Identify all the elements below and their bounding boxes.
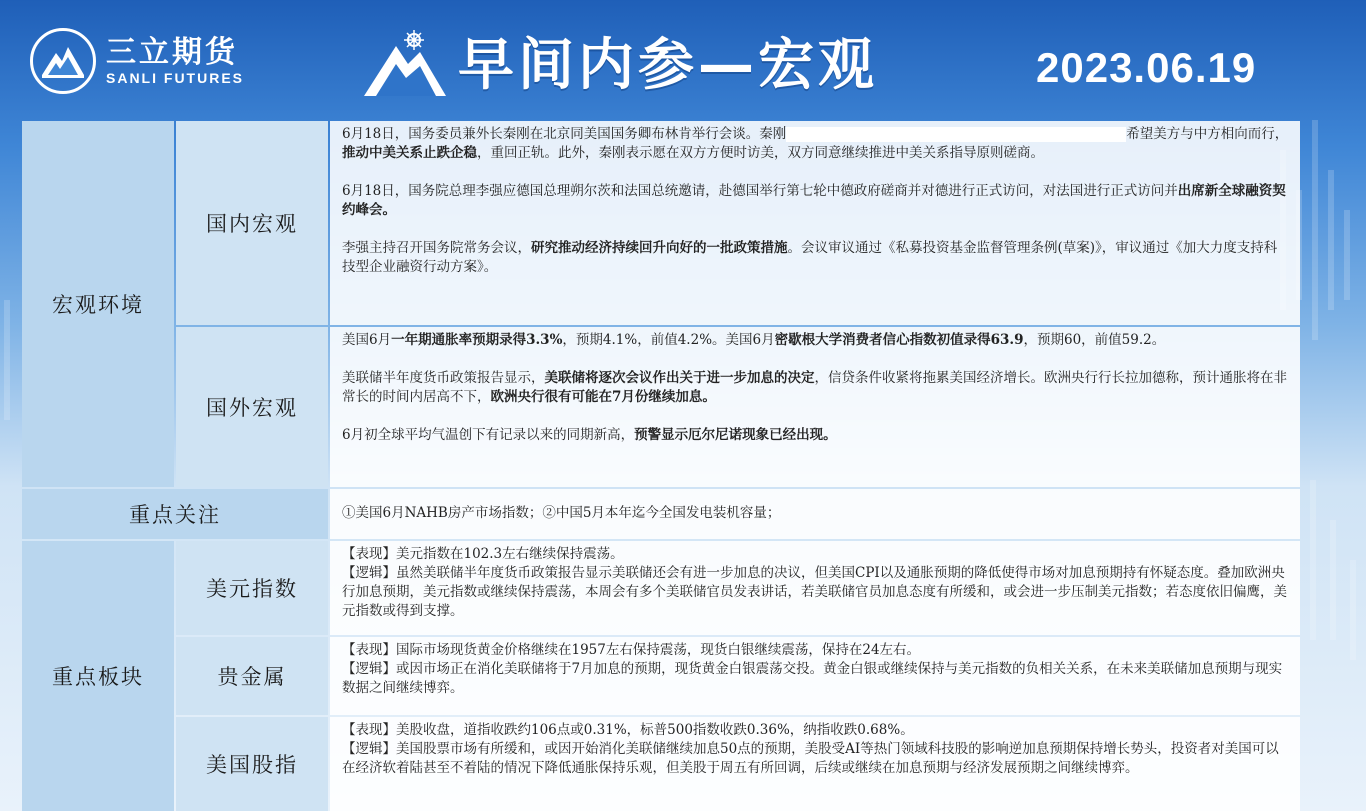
usd-index-content: 【表现】美元指数在102.3左右继续保持震荡。 【逻辑】虽然美联储半年度货币政策报告显示美联储还会有进一步加息的决议，但美国CPI以及通胀预期的降低使得市场对加息预期持有怀疑态度。叠加欧洲央行加息预期，美元指数或继续保持震荡，本周会有多个美联储官员发表讲话，若美联储官员加息态度有所缓和，或会进一步压制美元指数；若态度依旧偏鹰，美元指数或得到支撑。 [330, 541, 1300, 635]
us-stock-index-content: 【表现】美股收盘，道指收跌约106点或0.31%，标普500指数收跌0.36%，纳指收跌0.68%。 【逻辑】美国股票市场有所缓和，或因开始消化美联储继续加息50点的预期，美股受AI等热门领域科技股的影响逆加息预期保持增长势头，投资者对美国可以在经济软着陆甚至不着陆的情况下降低通胀保持乐观，但美股于周五有所回调，后续或继续在加息预期与经济发展预期之间继续博弈。 [330, 717, 1300, 811]
row-label-foreign: 国外宏观 [176, 327, 328, 487]
brand-logo [30, 28, 244, 94]
brand-name-cn: 三立期货 [106, 35, 238, 70]
section-label-sectors: 重点板块 [22, 541, 174, 811]
section-label-macro-env: 宏观环境 [22, 121, 174, 487]
row-label-domestic: 国内宏观 [176, 121, 328, 325]
report-table [22, 121, 1300, 811]
foreign-macro-content: 美国6月一年期通胀率预期录得3.3%，预期4.1%，前值4.2%。美国6月密歇根大学消费者信心指数初值录得63.9，预期60，前值59.2。 美联储半年度货币政策报告显示，美联储将逐次会议作出关于进一步加息的决定，信贷条件收紧将拖累美国经济增长。欧洲央行行长拉加德称，预计通胀将在非常长的时间内居高不下，欧洲央行很有可能在7月份继续加息。 6月初全球平均气温创下有记录以来的同期新高，预警显示厄尔尼诺现象已经出现。 [330, 327, 1300, 487]
brand-name-en: SANLI FUTURES [106, 70, 244, 86]
header [0, 0, 1366, 118]
row-label-usd-index: 美元指数 [176, 541, 328, 635]
page-title: 早间内参—宏观 [458, 33, 878, 98]
mountain-logo-icon [30, 28, 96, 94]
redacted-block [786, 127, 1126, 142]
mountain-snow-icon [362, 30, 448, 104]
domestic-macro-content: 6月18日，国务委员兼外长秦刚在北京同美国国务卿布林肯举行会谈。秦刚 希望美方与中方相向而行，推动中美关系止跌企稳，重回正轨。此外，秦刚表示愿在双方方便时访美，双方同意继续推进中美关系指导原则磋商。 6月18日，国务院总理李强应德国总理朔尔茨和法国总统邀请，赴德国举行第七轮中德政府磋商并对德进行正式访问，对法国进行正式访问并出席新全球融资契约峰会。 李强主持召开国务院常务会议，研究推动经济持续回升向好的一批政策措施。会议审议通过《私募投资基金监督管理条例(草案)》，审议通过《加大力度支持科技型企业融资行动方案》。 [330, 121, 1300, 325]
section-label-focus: 重点关注 [22, 489, 328, 539]
focus-content: ①美国6月NAHB房产市场指数；②中国5月本年迄今全国发电装机容量； [330, 489, 1300, 539]
row-label-us-stock-index: 美国股指 [176, 717, 328, 811]
precious-metals-content: 【表现】国际市场现货黄金价格继续在1957左右保持震荡，现货白银继续震荡，保持在24左右。 【逻辑】或因市场正在消化美联储将于7月加息的预期，现货黄金白银震荡交投。黄金白银或继续保持与美元指数的负相关关系，在未来美联储加息预期与现实数据之间继续博弈。 [330, 637, 1300, 715]
report-date: 2023.06.19 [1036, 44, 1257, 91]
row-label-precious-metals: 贵金属 [176, 637, 328, 715]
